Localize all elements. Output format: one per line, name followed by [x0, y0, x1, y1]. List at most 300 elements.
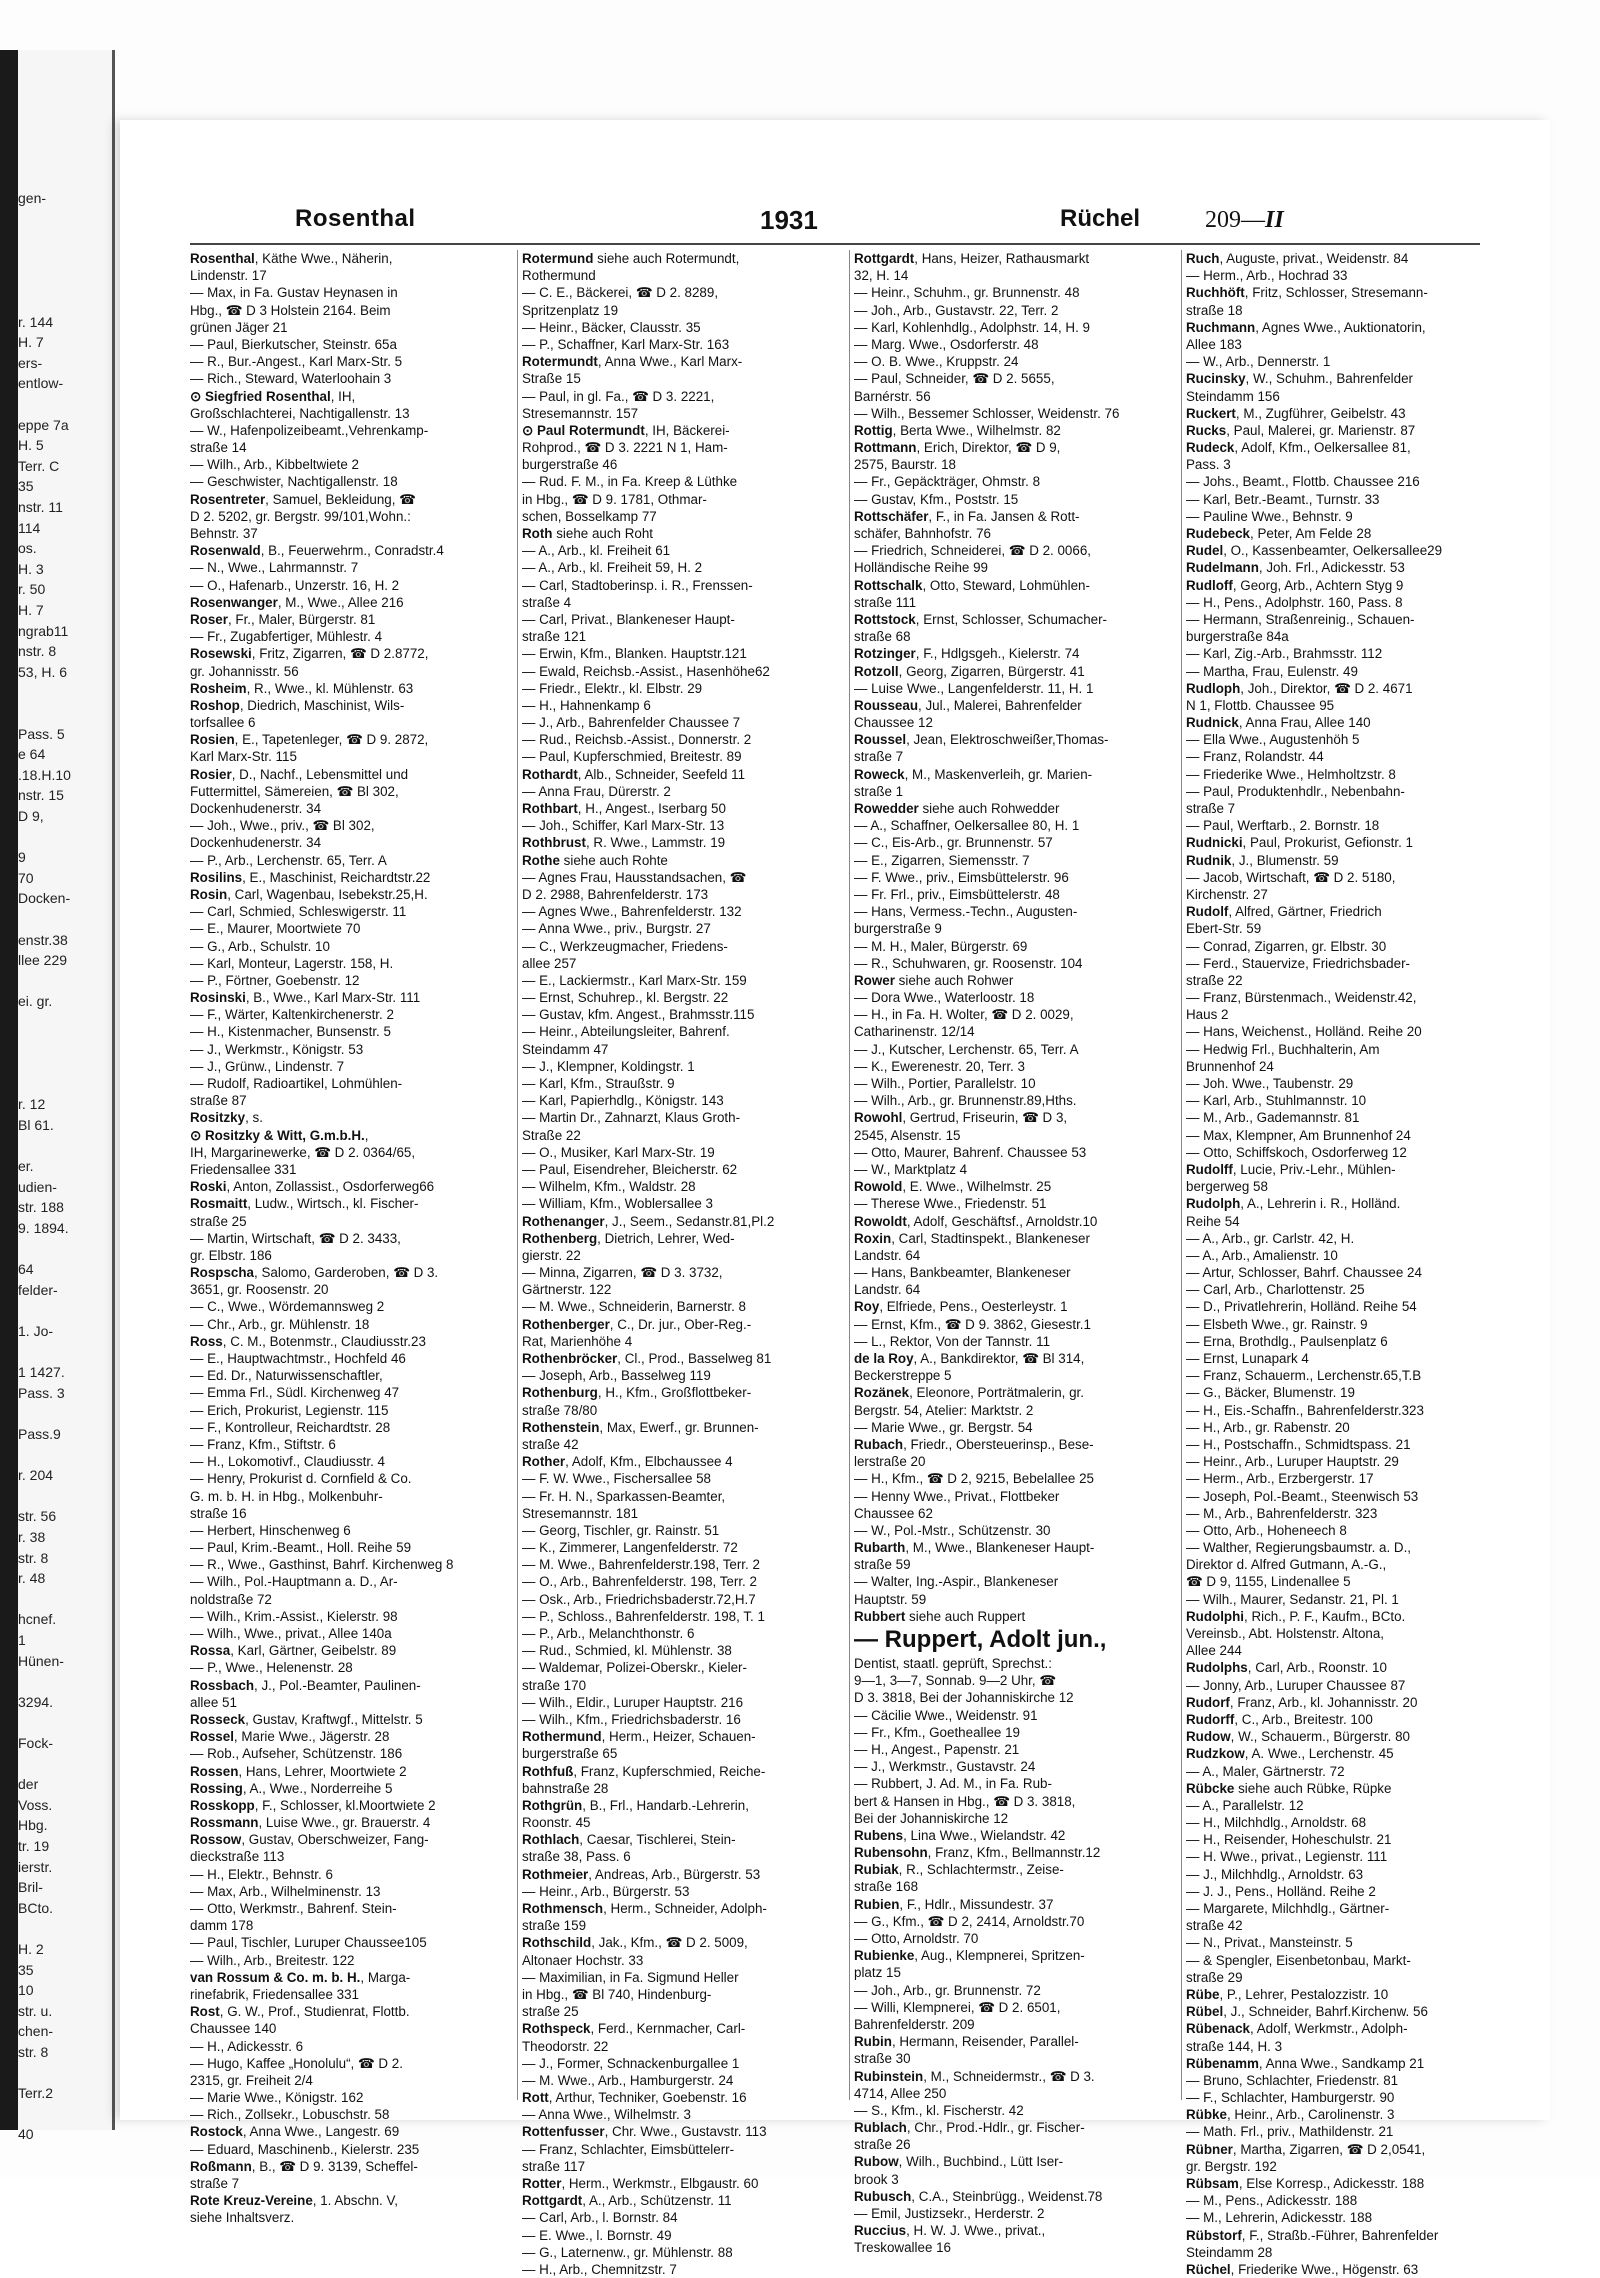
entry-text: Friedensallee 331 — [190, 1161, 297, 1177]
entry-text: straße 38, Pass. 6 — [522, 1849, 631, 1865]
adjacent-page-line: r. 12 — [18, 1096, 46, 1113]
directory-entry-head — [854, 1178, 1174, 1195]
entry-surname: Rositzky — [190, 1110, 246, 1126]
directory-entry-line — [1186, 594, 1506, 611]
directory-entry-line — [522, 2141, 842, 2158]
directory-entry-line — [522, 714, 842, 731]
directory-entry-line — [190, 2055, 510, 2072]
entry-text: burgerstraße 65 — [522, 1746, 618, 1762]
entry-surname: Rosilins — [190, 869, 243, 885]
entry-text: — Heinr., Arb., Bürgerstr. 53 — [522, 1883, 690, 1899]
entry-text: Steindamm 28 — [1186, 2244, 1273, 2260]
entry-surname: Rozänek — [854, 1385, 910, 1401]
directory-entry-head — [854, 2033, 1174, 2050]
entry-surname: Rubienke — [854, 1948, 915, 1964]
entry-text: straße 121 — [522, 629, 587, 645]
directory-entry-line — [190, 302, 510, 319]
directory-entry-line — [190, 1745, 510, 1762]
directory-entry-head — [1186, 2141, 1506, 2158]
entry-surname: Rudnik — [1186, 852, 1232, 868]
entry-text: Chaussee 62 — [854, 1505, 933, 1521]
entry-text: — J., Klempner, Koldingstr. 1 — [522, 1058, 695, 1074]
directory-entry-line — [190, 1230, 510, 1247]
directory-entry-line — [190, 319, 510, 336]
entry-text: — Carl, Stadtoberinsp. i. R., Frenssen- — [522, 577, 753, 593]
directory-entry-line — [190, 370, 510, 387]
directory-entry-line — [190, 2175, 510, 2192]
directory-entry-line — [1186, 1539, 1506, 1556]
directory-entry-head — [854, 972, 1174, 989]
entry-text: , R., Schlachtermstr., Zeise- — [898, 1862, 1064, 1878]
entry-text: Pass. 3 — [1186, 457, 1231, 473]
directory-entry-line — [522, 1694, 842, 1711]
entry-text: Steindamm 156 — [1186, 388, 1280, 404]
entry-surname: Rübke — [1186, 2107, 1227, 2123]
directory-entry-line — [522, 1333, 842, 1350]
entry-text: Bahrenfelderstr. 209 — [854, 2016, 975, 2032]
directory-entry-line — [190, 1573, 510, 1590]
directory-entry-line — [854, 370, 1174, 387]
directory-entry-head — [190, 1831, 510, 1848]
directory-entry-line — [190, 1522, 510, 1539]
directory-entry-head — [190, 1763, 510, 1780]
entry-text: Bergstr. 54, Atelier: Marktstr. 2 — [854, 1402, 1034, 1418]
directory-entry-line — [854, 1999, 1174, 2016]
adjacent-page-line: BCto. — [18, 1899, 54, 1916]
entry-text: straße 159 — [522, 1918, 587, 1934]
entry-text: , Jak., Kfm., ☎ D 2. 5009, — [591, 1935, 748, 1951]
entry-text: — Rubbert, J. Ad. M., in Fa. Rub- — [854, 1776, 1052, 1792]
entry-text: , Agnes Wwe., Auktionatorin, — [1255, 319, 1426, 335]
directory-entry-head — [854, 422, 1174, 439]
entry-text: , Marga- — [360, 1969, 411, 1985]
entry-text: — C., Wwe., Wördemannsweg 2 — [190, 1299, 385, 1315]
entry-text: — W., Hafenpolizeibeamt.,Vehrenkamp- — [190, 422, 429, 438]
adjacent-page-line: ierstr. — [18, 1858, 53, 1875]
entry-text: — A., Schaffner, Oelkersallee 80, H. 1 — [854, 818, 1080, 834]
entry-text: — Hermann, Straßenreinig., Schauen- — [1186, 611, 1415, 627]
entry-text: allee 51 — [190, 1694, 237, 1710]
directory-entry-head — [522, 1866, 842, 1883]
directory-entry-head — [522, 1350, 842, 1367]
entry-text: , Franz, Arb., kl. Johannisstr. 20 — [1229, 1694, 1418, 1710]
adjacent-page-line: llee 229 — [18, 952, 68, 969]
entry-surname: Rothmeier — [522, 1866, 589, 1882]
adjacent-page-line: os. — [18, 540, 37, 557]
directory-entry-line — [522, 1436, 842, 1453]
entry-text: siehe auch Rotermundt, — [593, 251, 740, 266]
entry-text: noldstraße 72 — [190, 1591, 272, 1607]
directory-entry-line — [522, 577, 842, 594]
directory-entry-line — [854, 2085, 1174, 2102]
entry-surname: Rudnicki — [1186, 835, 1243, 851]
entry-text: — F. Wwe., priv., Eimsbüttelerstr. 96 — [854, 869, 1069, 885]
directory-entry-line — [1186, 1092, 1506, 1109]
directory-entry-head — [1186, 284, 1506, 301]
directory-entry-line — [1186, 869, 1506, 886]
directory-entry-line — [1186, 1436, 1506, 1453]
directory-entry-head — [854, 1861, 1174, 1878]
directory-entry-line — [1186, 766, 1506, 783]
directory-entry-line — [190, 577, 510, 594]
entry-text: — William, Kfm., Woblersallee 3 — [522, 1196, 713, 1212]
directory-entry-line — [190, 852, 510, 869]
directory-entry-line — [190, 473, 510, 490]
entry-text: , Paul, Malerei, gr. Marienstr. 87 — [1226, 422, 1416, 438]
entry-text: — Otto, Arnoldstr. 70 — [854, 1931, 979, 1946]
directory-entry-line — [190, 2038, 510, 2055]
directory-entry-line — [1186, 645, 1506, 662]
directory-entry-line — [190, 1625, 510, 1642]
entry-surname: Rübcke — [1186, 1780, 1235, 1796]
entry-text: — W., Pol.-Mstr., Schützenstr. 30 — [854, 1522, 1051, 1538]
directory-entry-head — [190, 869, 510, 886]
directory-entry-line — [190, 1952, 510, 1969]
entry-text: , A., Wwe., Norderreihe 5 — [242, 1780, 393, 1796]
entry-text: — Wilh., Pol.-Hauptmann a. D., Ar- — [190, 1574, 398, 1590]
directory-entry-line — [190, 1092, 510, 1109]
directory-entry-line — [522, 1023, 842, 1040]
entry-surname: Rudloff — [1186, 577, 1233, 593]
directory-entry-line — [522, 2261, 842, 2278]
entry-text: — Otto, Maurer, Bahrenf. Chaussee 53 — [854, 1144, 1087, 1160]
directory-entry-line — [522, 594, 842, 611]
entry-surname: Roski — [190, 1179, 227, 1195]
entry-text: Brunnenhof 24 — [1186, 1058, 1274, 1074]
entry-text: , E. Wwe., Wilhelmstr. 25 — [902, 1179, 1052, 1195]
directory-entry-line — [522, 1711, 842, 1728]
entry-text: — A., Parallelstr. 12 — [1186, 1797, 1304, 1813]
directory-entry-line — [854, 989, 1174, 1006]
entry-text: allee 257 — [522, 955, 577, 971]
directory-entry-head — [1186, 1608, 1506, 1625]
directory-entry-line — [522, 439, 842, 456]
directory-entry-head — [190, 1333, 510, 1350]
directory-entry-line — [522, 817, 842, 834]
entry-text: — Henry, Prokurist d. Cornfield & Co. — [190, 1471, 412, 1487]
directory-entry-line — [190, 1659, 510, 1676]
directory-entry-line — [522, 1144, 842, 1161]
directory-entry-line — [1186, 1041, 1506, 1058]
directory-entry-head — [522, 2123, 842, 2140]
directory-entry-line — [1186, 1367, 1506, 1384]
entry-text: , Elfriede, Pens., Oesterleystr. 1 — [879, 1299, 1068, 1315]
entry-text: gr. Elbstr. 186 — [190, 1247, 272, 1263]
entry-text: siehe auch Rohte — [559, 852, 668, 868]
entry-text: , Otto, Steward, Lohmühlen- — [922, 577, 1090, 593]
entry-surname: Roussel — [854, 732, 907, 748]
entry-surname: Rotter — [522, 2176, 562, 2191]
entry-text: — H., Pens., Adolphstr. 160, Pass. 8 — [1186, 594, 1403, 610]
adjacent-page-line: 53, H. 6 — [18, 663, 68, 680]
entry-text: straße 68 — [854, 629, 911, 645]
entry-surname: Rosenwald — [190, 543, 261, 559]
directory-entry-head — [190, 1109, 510, 1126]
entry-text: — Joh., Wwe., priv., ☎ Bl 302, — [190, 818, 375, 834]
entry-text: , Martha, Zigarren, ☎ D 2,0541, — [1232, 2141, 1426, 2157]
adjacent-page-line: D 9, — [18, 808, 44, 824]
entry-surname: Ross — [190, 1333, 223, 1349]
directory-entry-line — [522, 611, 842, 628]
entry-text: , Herm., Heizer, Schauen- — [601, 1729, 756, 1745]
directory-column-2 — [522, 250, 842, 2277]
directory-entry-line — [1186, 663, 1506, 680]
directory-entry-line — [1186, 611, 1506, 628]
column-divider — [517, 250, 518, 2100]
directory-entry-head — [190, 731, 510, 748]
entry-surname: Rothardt — [522, 766, 578, 782]
entry-text: — W., Marktplatz 4 — [854, 1161, 968, 1177]
entry-text: — Paul, Bierkutscher, Steinstr. 65a — [190, 336, 397, 352]
directory-entry-head — [190, 542, 510, 559]
directory-entry-line — [1186, 972, 1506, 989]
directory-entry-line — [1186, 1213, 1506, 1230]
adjacent-page-line: entlow- — [18, 375, 64, 392]
entry-text: — Carl, Privat., Blankeneser Haupt- — [522, 611, 735, 627]
entry-text: — Herm., Arb., Erzbergerstr. 17 — [1186, 1471, 1374, 1487]
directory-entry-line — [1186, 2244, 1506, 2261]
entry-text: — Otto, Werkmstr., Bahrenf. Stein- — [190, 1901, 397, 1916]
directory-entry-line — [522, 2003, 842, 2020]
entry-text: , Gustav, Kraftwgf., Mittelstr. 5 — [245, 1711, 423, 1727]
entry-text: — K., Zimmerer, Langenfelderstr. 72 — [522, 1540, 738, 1556]
entry-text: — M., Pens., Adickesstr. 188 — [1186, 2193, 1358, 2209]
entry-text: , Aug., Klempnerei, Spritzen- — [914, 1948, 1085, 1964]
entry-surname: Rottig — [854, 422, 893, 438]
directory-entry-line — [522, 1109, 842, 1126]
directory-entry-line — [190, 1213, 510, 1230]
entry-text: — E., Hauptwachtmstr., Hochfeld 46 — [190, 1351, 406, 1366]
directory-entry-head — [1186, 250, 1506, 267]
directory-entry-line — [522, 1917, 842, 1934]
adjacent-page-line: 70 — [18, 869, 34, 886]
entry-text: , IH, Bäckerei- — [644, 422, 730, 438]
directory-entry-head — [522, 1419, 842, 1436]
directory-entry-head — [1186, 370, 1506, 387]
directory-entry-line — [522, 267, 842, 284]
directory-entry-head — [190, 1728, 510, 1745]
directory-entry-head — [1186, 1195, 1506, 1212]
directory-entry-line — [854, 1775, 1174, 1792]
entry-surname: Rossbach — [190, 1677, 254, 1693]
entry-text: — Franz, Bürstenmach., Weidenstr.42, — [1186, 990, 1417, 1006]
adjacent-page-line: gen- — [18, 190, 47, 206]
entry-text: , Franz, Kfm., Bellmannstr.12 — [927, 1845, 1101, 1861]
directory-entry-line — [1186, 1488, 1506, 1505]
entry-surname: — Ruppert, Adolt jun., — [854, 1626, 1107, 1653]
entry-text: , Paul, Prokurist, Gefionstr. 1 — [1242, 835, 1413, 851]
entry-text: — Friedr., Elektr., kl. Elbstr. 29 — [522, 680, 703, 696]
directory-entry-line — [854, 1127, 1174, 1144]
entry-text: , Käthe Wwe., Näherin, — [254, 251, 393, 266]
entry-text: — Franz, Rolandstr. 44 — [1186, 749, 1324, 765]
directory-entry-head — [854, 1947, 1174, 1964]
entry-surname: Rosseck — [190, 1711, 246, 1727]
entry-text: , Heinr., Arb., Carolinenstr. 3 — [1226, 2107, 1395, 2123]
entry-surname: Rübner — [1186, 2141, 1233, 2157]
entry-text: — R., Bur.-Angest., Karl Marx-Str. 5 — [190, 354, 403, 370]
directory-entry-line — [1186, 1642, 1506, 1659]
entry-text: , Hermann, Reisender, Parallel- — [891, 2034, 1079, 2050]
directory-entry-line — [1186, 955, 1506, 972]
entry-text: — Joseph, Arb., Basselweg 119 — [522, 1368, 711, 1384]
directory-entry-line — [1186, 989, 1506, 1006]
entry-surname: Rowold — [854, 1179, 903, 1195]
entry-text: , C. M., Botenmstr., Claudiusstr.23 — [222, 1333, 426, 1349]
directory-entry-line — [854, 1281, 1174, 1298]
entry-text: in Hbg., ☎ Bl 740, Hindenburg- — [522, 1986, 712, 2002]
entry-text: , M., Maskenverleih, gr. Marien- — [904, 766, 1093, 782]
directory-entry-line — [190, 1436, 510, 1453]
entry-text: , Ferd., Kernmacher, Carl- — [590, 2021, 746, 2037]
entry-text: burgerstraße 84a — [1186, 629, 1289, 645]
directory-entry-line — [522, 1591, 842, 1608]
directory-entry-line — [190, 1316, 510, 1333]
directory-entry-head — [190, 1677, 510, 1694]
entry-text: — Anna Wwe., Wilhelmstr. 3 — [522, 2107, 691, 2123]
entry-surname: Rother — [522, 1454, 566, 1470]
adjacent-page-line: ers- — [18, 354, 43, 371]
entry-surname: Rudolf — [1186, 904, 1229, 920]
directory-entry-line — [522, 1298, 842, 1315]
entry-text: , C.A., Steinbrügg., Weidenst.78 — [911, 2188, 1103, 2204]
entry-text: , Anton, Zollassist., Osdorferweg66 — [226, 1179, 435, 1195]
adjacent-page-line: str. 56 — [18, 1508, 57, 1525]
directory-entry-line — [190, 2089, 510, 2106]
entry-surname: Rossa — [190, 1643, 231, 1659]
directory-entry-line — [854, 817, 1174, 834]
directory-entry-line — [854, 869, 1174, 886]
directory-entry-line — [854, 1930, 1174, 1947]
entry-text: Barnérstr. 56 — [854, 388, 931, 404]
entry-text: straße 42 — [522, 1436, 579, 1452]
adjacent-page-line: H. 2 — [18, 1941, 44, 1957]
directory-entry-line — [1186, 2209, 1506, 2226]
directory-entry-line — [522, 628, 842, 645]
directory-entry-line — [1186, 938, 1506, 955]
directory-entry-line — [522, 1195, 842, 1212]
entry-text: N 1, Flottb. Chaussee 95 — [1186, 697, 1335, 713]
entry-surname: Rudel — [1186, 543, 1224, 559]
directory-entry-line — [190, 972, 510, 989]
entry-text: — Rud., Schmied, kl. Mühlenstr. 38 — [522, 1643, 732, 1659]
entry-text: , M., Schneidermstr., ☎ D 3. — [923, 2068, 1095, 2084]
entry-text: , IH, — [330, 388, 356, 404]
directory-entry-line — [522, 680, 842, 697]
directory-entry-line — [854, 2016, 1174, 2033]
directory-entry-line — [1186, 1230, 1506, 1247]
entry-text: , A., Arb., Schützenstr. 11 — [582, 2193, 732, 2209]
entry-text: straße 78/80 — [522, 1402, 598, 1418]
directory-entry-line — [854, 920, 1174, 937]
directory-entry-line — [522, 1488, 842, 1505]
entry-text: brook 3 — [854, 2171, 899, 2187]
directory-entry-line — [1186, 2123, 1506, 2140]
directory-entry-line — [1186, 731, 1506, 748]
directory-entry-line — [854, 1144, 1174, 1161]
directory-entry-line — [522, 2072, 842, 2089]
directory-entry-line — [190, 1986, 510, 2003]
directory-entry-line — [190, 783, 510, 800]
entry-text: , M., Wwe., Allee 216 — [277, 594, 404, 610]
adjacent-page-line: H. 5 — [18, 437, 44, 454]
directory-entry-line — [190, 1350, 510, 1367]
directory-entry-line — [1186, 1866, 1506, 1883]
directory-entry-head — [1186, 714, 1506, 731]
adjacent-page-line: str. 188 — [18, 1199, 64, 1216]
entry-text: gierstr. 22 — [522, 1247, 581, 1263]
entry-text: ☎ D 9, 1155, Lindenallee 5 — [1186, 1574, 1351, 1590]
entry-text: Spritzenplatz 19 — [522, 302, 619, 318]
entry-surname: ⊙ Paul Rotermundt — [522, 422, 645, 438]
entry-text: — Hans, Weichenst., Holländ. Reihe 20 — [1186, 1024, 1422, 1040]
directory-entry-line — [1186, 2072, 1506, 2089]
directory-entry-line — [522, 783, 842, 800]
directory-entry-line — [1186, 1023, 1506, 1040]
directory-entry-line — [522, 473, 842, 490]
directory-entry-head — [1186, 2020, 1506, 2037]
entry-text: — Chr., Arb., gr. Mühlenstr. 18 — [190, 1316, 370, 1332]
adjacent-page-line: 9. 1894. — [18, 1220, 69, 1236]
entry-text: — Rud. F. M., in Fa. Kreep & Lüthke — [522, 474, 738, 490]
entry-text: , R., Wwe., kl. Mühlenstr. 63 — [246, 680, 414, 696]
adjacent-page-line: Terr. C — [18, 457, 60, 474]
entry-text: — A., Arb., Amalienstr. 10 — [1186, 1247, 1338, 1263]
entry-text: straße 4 — [522, 594, 572, 610]
adjacent-page-line: Voss. — [18, 1796, 53, 1813]
directory-entry-line — [854, 1964, 1174, 1981]
entry-text: , Carl, Stadtinspekt., Blankeneser — [891, 1230, 1090, 1246]
entry-text: , B., Wwe., Karl Marx-Str. 111 — [245, 990, 421, 1006]
entry-text: , Salomo, Garderoben, ☎ D 3. — [254, 1265, 439, 1281]
adjacent-page-line: 1 1427. — [18, 1364, 65, 1381]
directory-entry-line — [1186, 508, 1506, 525]
entry-text: — J., Former, Schnackenburgallee 1 — [522, 2055, 740, 2071]
directory-entry-line — [854, 542, 1174, 559]
entry-text: — Anna Frau, Dürerstr. 2 — [522, 783, 671, 799]
directory-entry-line — [854, 1707, 1174, 1724]
directory-entry-line — [190, 1556, 510, 1573]
entry-text: , F., in Fa. Jansen & Rott- — [928, 508, 1080, 524]
entry-text: — J., Milchhdlg., Arnoldstr. 63 — [1186, 1866, 1364, 1882]
entry-text: — Fr., Zugabfertiger, Mühlestr. 4 — [190, 629, 383, 645]
entry-text: — Wilh., Arb., Kibbeltwiete 2 — [190, 457, 359, 473]
directory-entry-line — [522, 2106, 842, 2123]
directory-entry-line — [522, 989, 842, 1006]
directory-entry-line — [522, 1247, 842, 1264]
directory-entry-head — [1186, 2106, 1506, 2123]
entry-text: , A., Lehrerin i. R., Holländ. — [1240, 1196, 1401, 1212]
directory-entry-line — [190, 559, 510, 576]
entry-text: — Maximilian, in Fa. Sigmund Heller — [522, 1969, 739, 1985]
directory-entry-line — [190, 1058, 510, 1075]
entry-surname: Rothlach — [522, 1832, 580, 1848]
entry-text: Theodorstr. 22 — [522, 2038, 609, 2054]
directory-entry-line — [1186, 817, 1506, 834]
directory-entry-head — [1186, 1728, 1506, 1745]
directory-entry-line — [522, 697, 842, 714]
adjacent-page-line: chen- — [18, 2023, 54, 2040]
entry-text: damm 178 — [190, 1918, 254, 1934]
entry-text: — P., Schloss., Bahrenfelderstr. 198, T. 1 — [522, 1608, 765, 1624]
directory-entry-line — [522, 1470, 842, 1487]
entry-text: — Fr., Gepäckträger, Ohmstr. 8 — [854, 474, 1041, 490]
directory-entry-line — [190, 1866, 510, 1883]
directory-entry-head — [522, 1728, 842, 1745]
entry-text: — C., Werkzeugmacher, Friedens- — [522, 938, 728, 954]
directory-entry-line — [854, 1810, 1174, 1827]
entry-text: , s. — [245, 1110, 263, 1126]
